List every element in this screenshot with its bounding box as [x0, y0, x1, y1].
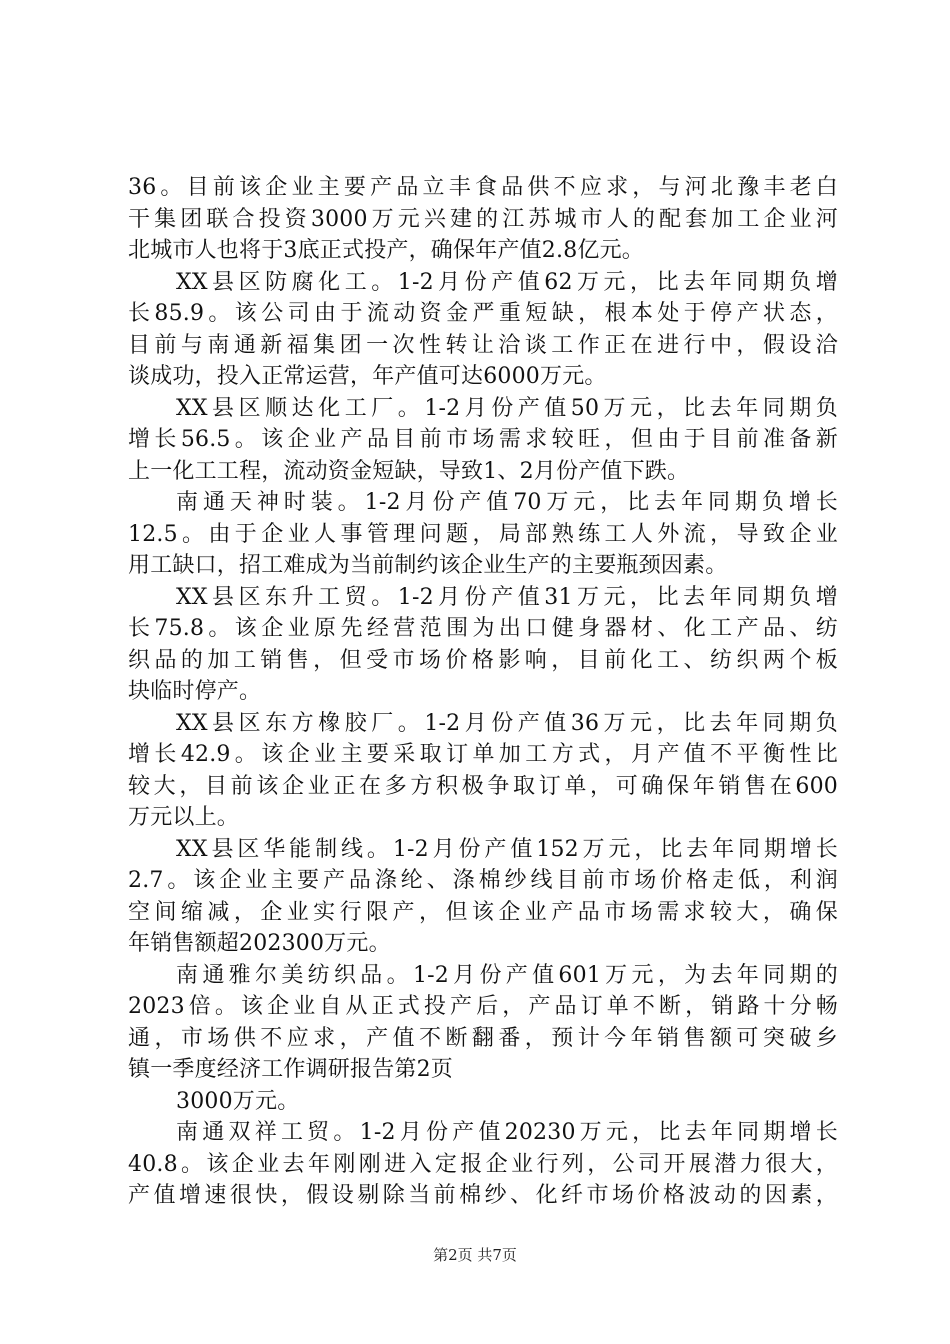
text-line: 2023倍。该企业自从正式投产后，产品订单不断，销路十分畅: [128, 994, 838, 1019]
text-line: 谈成功，投入正常运营，年产值可达6000万元。: [128, 364, 607, 389]
text-line: 产值增速很快，假设剔除当前棉纱、化纤市场价格波动的因素，: [128, 1183, 838, 1208]
text-line: 织品的加工销售，但受市场价格影响，目前化工、纺织两个板: [128, 647, 838, 673]
text-line: 南通天神时装。1-2月份产值70万元，比去年同期负增长: [176, 490, 838, 515]
text-line: 目前与南通新福集团一次性转让洽谈工作正在进行中，假设洽: [128, 332, 838, 358]
text-line: 3000万元。: [176, 1088, 300, 1114]
page-number: 第2页 共7页: [433, 1246, 517, 1264]
text-line: XX县区顺达化工厂。1-2月份产值50万元，比去年同期负: [176, 395, 838, 421]
text-line: 南通雅尔美纺织品。1-2月份产值601万元，为去年同期的: [176, 962, 838, 988]
text-line: 南通双祥工贸。1-2月份产值20230万元，比去年同期增长: [176, 1120, 838, 1145]
body-text: [128, 172, 838, 1212]
text-line: 北城市人也将于3底正式投产，确保年产值2.8亿元。: [128, 238, 644, 263]
text-line: 较大，目前该企业正在多方积极争取订单，可确保年销售在600: [128, 773, 838, 799]
text-line: 上一化工工程，流动资金短缺，导致1、2月份产值下跌。: [128, 458, 690, 484]
page-footer: [0, 1245, 950, 1265]
text-line: 36。目前该企业主要产品立丰食品供不应求，与河北豫丰老白: [128, 175, 838, 200]
text-line: 长85.9。该公司由于流动资金严重短缺，根本处于停产状态，: [128, 301, 838, 326]
text-line: 40.8。该企业去年刚刚进入定报企业行列，公司开展潜力很大，: [128, 1151, 838, 1177]
text-line: 用工缺口，招工难成为当前制约该企业生产的主要瓶颈因素。: [128, 553, 728, 578]
text-line: XX县区东升工贸。1-2月份产值31万元，比去年同期负增: [176, 584, 838, 610]
text-line: 增长42.9。该企业主要采取订单加工方式，月产值不平衡性比: [128, 742, 838, 767]
text-line: 长75.8。该企业原先经营范围为出口健身器材、化工产品、纺: [128, 616, 838, 641]
text-line: 增长56.5。该企业产品目前市场需求较旺，但由于目前准备新: [128, 427, 838, 452]
text-line: 12.5。由于企业人事管理问题，局部熟练工人外流，导致企业: [128, 521, 838, 547]
text-line: 镇一季度经济工作调研报告第2页: [128, 1057, 453, 1082]
text-line: 通，市场供不应求，产值不断翻番，预计今年销售额可突破乡: [128, 1025, 838, 1051]
text-line: 空间缩减，企业实行限产，但该企业产品市场需求较大，确保: [128, 899, 838, 925]
text-line: XX县区华能制线。1-2月份产值152万元，比去年同期增长: [176, 836, 838, 862]
text-line: 年销售额超202300万元。: [128, 931, 391, 956]
text-line: XX县区防腐化工。1-2月份产值62万元，比去年同期负增: [176, 269, 838, 295]
text-line: XX县区东方橡胶厂。1-2月份产值36万元，比去年同期负: [176, 710, 838, 736]
text-line: 干集团联合投资3000万元兴建的江苏城市人的配套加工企业河: [128, 206, 838, 232]
text-line: 块临时停产。: [128, 679, 262, 704]
text-line: 万元以上。: [128, 805, 240, 830]
text-line: 2.7。该企业主要产品涤纶、涤棉纱线目前市场价格走低，利润: [128, 868, 838, 893]
